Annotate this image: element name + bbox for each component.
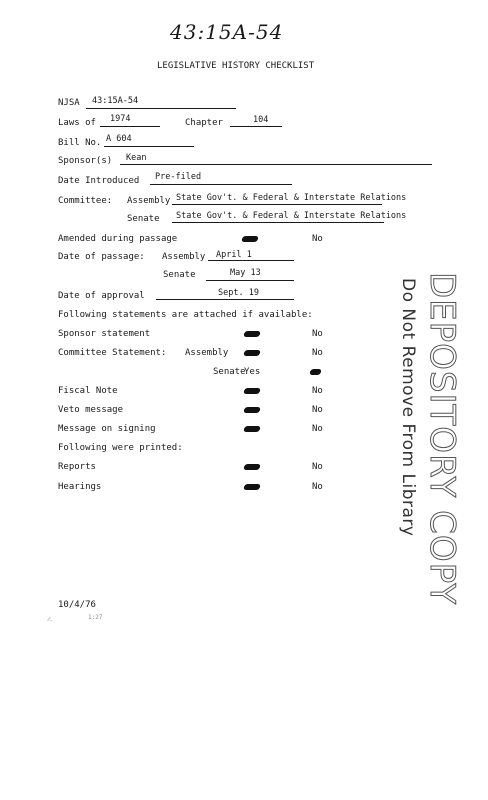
footer-date: 10/4/76 bbox=[58, 600, 96, 610]
date-approval-value: Sept. 19 bbox=[218, 288, 259, 298]
yes-blackout-mark bbox=[243, 407, 261, 413]
handwritten-file-number: 43:15A-54 bbox=[170, 20, 284, 44]
veto-message-label: Veto message bbox=[58, 405, 124, 415]
amended-no: No bbox=[312, 234, 323, 244]
hearings-no: No bbox=[312, 482, 323, 492]
page-title: LEGISLATIVE HISTORY CHECKLIST bbox=[157, 61, 315, 71]
veto-message-no: No bbox=[312, 405, 323, 415]
laws-of-underline bbox=[100, 126, 160, 127]
committee-label: Committee: bbox=[58, 196, 113, 206]
yes-blackout-mark bbox=[243, 350, 261, 356]
sponsor-statement-label: Sponsor statement bbox=[58, 329, 151, 339]
njsa-underline bbox=[86, 108, 236, 109]
committee-statement-senate-label: Senate bbox=[213, 367, 246, 377]
bill-label: Bill No. bbox=[58, 138, 102, 148]
yes-blackout-mark bbox=[243, 388, 261, 394]
do-not-remove-stamp: Do Not Remove From Library bbox=[398, 278, 418, 537]
passage-senate-value: May 13 bbox=[230, 268, 261, 278]
committee-statement-assembly-label: Assembly bbox=[185, 348, 229, 358]
reports-no: No bbox=[312, 462, 323, 472]
njsa-value: 43:15A-54 bbox=[92, 96, 139, 106]
chapter-value: 104 bbox=[253, 115, 269, 125]
statements-heading: Following statements are attached if available: bbox=[58, 310, 313, 320]
bill-underline bbox=[104, 146, 194, 147]
yes-blackout-mark bbox=[243, 484, 261, 490]
date-introduced-underline bbox=[150, 184, 292, 185]
yes-blackout-mark bbox=[243, 464, 261, 470]
passage-senate-underline bbox=[206, 280, 294, 281]
footer-scribble: ⁄⁄․ bbox=[48, 616, 53, 623]
sponsor-statement-no: No bbox=[312, 329, 323, 339]
reports-label: Reports bbox=[58, 462, 96, 472]
depository-copy-stamp: DEPOSITORY COPY bbox=[422, 272, 462, 606]
chapter-underline bbox=[230, 126, 282, 127]
passage-assembly-value: April 1 bbox=[216, 250, 252, 260]
njsa-label: NJSA bbox=[58, 98, 80, 108]
footer-code: 1:27 bbox=[88, 614, 103, 621]
sponsor-underline bbox=[120, 164, 432, 165]
yes-blackout-mark bbox=[243, 426, 261, 432]
committee-senate-underline bbox=[172, 222, 384, 223]
date-approval-label: Date of approval bbox=[58, 291, 145, 301]
bill-value: A 604 bbox=[106, 134, 132, 144]
chapter-label: Chapter bbox=[185, 118, 223, 128]
committee-assembly-label: Assembly bbox=[127, 196, 171, 206]
date-passage-label: Date of passage: bbox=[58, 252, 145, 262]
no-blackout-mark bbox=[309, 369, 322, 375]
committee-senate-value: State Gov't. & Federal & Interstate Relations bbox=[176, 211, 407, 221]
committee-statement-assembly-no: No bbox=[312, 348, 323, 358]
message-signing-no: No bbox=[312, 424, 323, 434]
committee-assembly-underline bbox=[172, 204, 382, 205]
printed-heading: Following were printed: bbox=[58, 443, 183, 453]
sponsor-value: Kean bbox=[126, 153, 147, 163]
passage-assembly-label: Assembly bbox=[162, 252, 206, 262]
passage-senate-label: Senate bbox=[163, 270, 196, 280]
message-signing-label: Message on signing bbox=[58, 424, 156, 434]
fiscal-note-no: No bbox=[312, 386, 323, 396]
fiscal-note-label: Fiscal Note bbox=[58, 386, 118, 396]
committee-assembly-value: State Gov't. & Federal & Interstate Relations bbox=[176, 193, 407, 203]
committee-statement-label: Committee Statement: bbox=[58, 348, 167, 358]
hearings-label: Hearings bbox=[58, 482, 102, 492]
date-approval-underline bbox=[156, 299, 294, 300]
committee-statement-senate-yes: Yes bbox=[244, 367, 261, 377]
committee-senate-label: Senate bbox=[127, 214, 160, 224]
passage-assembly-underline bbox=[208, 260, 294, 261]
sponsor-label: Sponsor(s) bbox=[58, 156, 113, 166]
laws-of-label: Laws of bbox=[58, 118, 96, 128]
laws-of-value: 1974 bbox=[110, 114, 131, 124]
yes-blackout-mark bbox=[243, 331, 261, 337]
date-introduced-value: Pre-filed bbox=[155, 172, 202, 182]
yes-blackout-mark bbox=[241, 236, 259, 242]
amended-label: Amended during passage bbox=[58, 234, 178, 244]
date-introduced-label: Date Introduced bbox=[58, 176, 140, 186]
